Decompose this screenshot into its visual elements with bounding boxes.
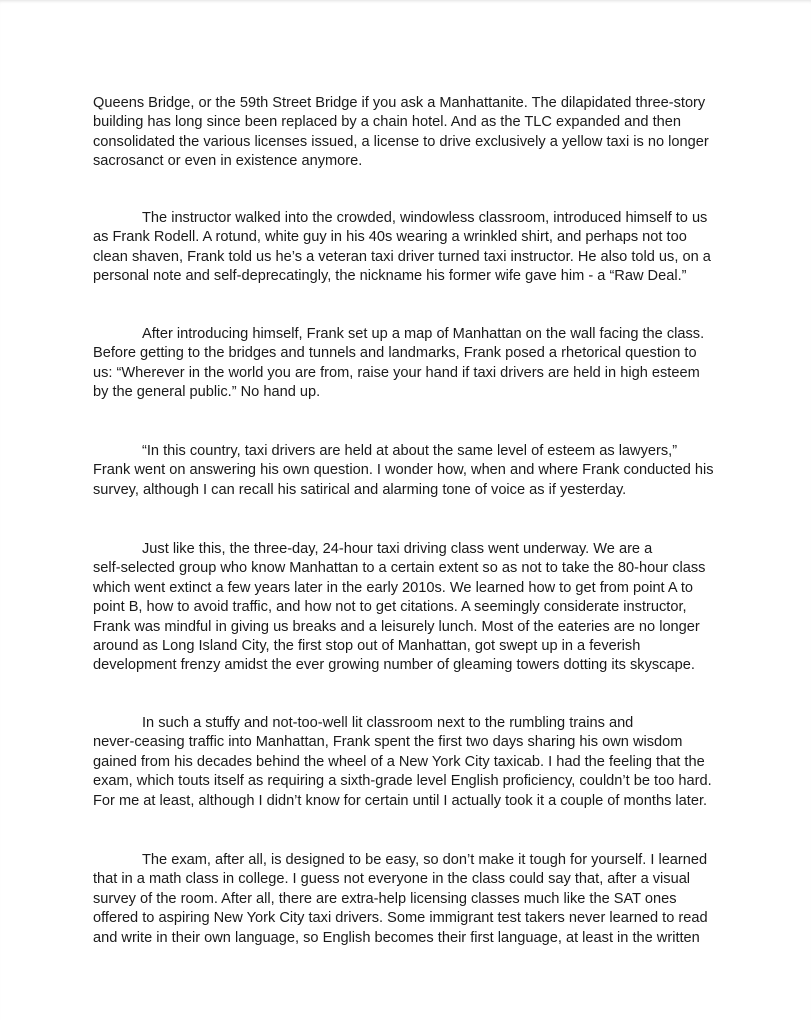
text-line: as Frank Rodell. A rotund, white guy in his 40s wearing a wrinkled shirt, and perhaps not too (93, 229, 687, 246)
text-line: Frank was mindful in giving us breaks and a leisurely lunch. Most of the eateries are no longer (93, 618, 700, 635)
text-line: development frenzy amidst the ever growing number of gleaming towers dotting its skyscape. (93, 657, 695, 674)
paragraph-map-question (93, 325, 793, 403)
text-line: Before getting to the bridges and tunnels and landmarks, Frank posed a rhetorical question to (93, 345, 697, 362)
text-line: For me at least, although I didn’t know for certain until I actually took it a couple of months later. (93, 792, 708, 809)
text-line: Queens Bridge, or the 59th Street Bridge if you ask a Manhattanite. The dilapidated three-story (93, 95, 706, 111)
text-line: offered to aspiring New York City taxi drivers. Some immigrant test takers never learned to read (93, 910, 708, 927)
text-line: gained from his decades behind the wheel of a New York City taxicab. I had the feeling that the (93, 753, 705, 770)
text-line: us: “Wherever in the world you are from, raise your hand if taxi drivers are held in high esteem (93, 364, 700, 381)
text-line: building has long since been replaced by a chain hotel. And as the TLC expanded and then (93, 114, 681, 131)
text-line: Frank went on answering his own question. I wonder how, when and where Frank conducted his (93, 462, 714, 479)
text-line: that in a math class in college. I guess not everyone in the class could say that, after a visual (93, 871, 691, 888)
text-line: exam, which touts itself as requiring a sixth-grade level English proficiency, couldn’t be too hard. (93, 773, 712, 790)
text-line: self-selected group who know Manhattan to a certain extent so as not to take the 80-hour class (93, 560, 706, 577)
text-line: After introducing himself, Frank set up a map of Manhattan on the wall facing the class. (142, 326, 705, 342)
text-line: consolidated the various licenses issued, a license to drive exclusively a yellow taxi is no longer (93, 133, 709, 150)
text-line: “In this country, taxi drivers are held at about the same level of esteem as lawyers,” (142, 443, 678, 459)
text-line: survey of the room. After all, there are extra-help licensing classes much like the SAT ones (93, 890, 677, 907)
text-line: and write in their own language, so English becomes their first language, at least in the written (93, 929, 700, 946)
paragraph-instructor-intro (93, 209, 793, 287)
text-line: clean shaven, Frank told us he’s a veteran taxi driver turned taxi instructor. He also told us, on a (93, 248, 711, 265)
text-line: sacrosanct or even in existence anymore. (93, 153, 363, 170)
paragraph-class-underway (93, 540, 793, 676)
text-line: never-ceasing traffic into Manhattan, Frank spent the first two days sharing his own wisdom (93, 734, 683, 751)
text-line: In such a stuffy and not-too-well lit classroom next to the rumbling trains and (142, 715, 634, 731)
paragraph-esteem-answer (93, 442, 793, 500)
text-line: The exam, after all, is designed to be easy, so don’t make it tough for yourself. I learned (142, 852, 708, 868)
text-line: which went extinct a few years later in the early 2010s. We learned how to get from point A to (93, 579, 694, 596)
paragraph-queens-bridge (93, 94, 793, 172)
text-line: Just like this, the three-day, 24-hour taxi driving class went underway. We are a (142, 541, 653, 557)
text-line: survey, although I can recall his satirical and alarming tone of voice as if yesterday. (93, 481, 627, 498)
text-line: around as Long Island City, the first stop out of Manhattan, got swept up in a feverish (93, 638, 641, 655)
text-line: point B, how to avoid traffic, and how not to get citations. A seemingly considerate instructor, (93, 599, 687, 616)
paragraph-exam-easy (93, 851, 793, 948)
text-line: by the general public.” No hand up. (93, 384, 321, 401)
text-line: personal note and self-deprecatingly, the nickname his former wife gave him - a “Raw Deal.” (93, 268, 687, 285)
paragraph-stuffy-classroom (93, 714, 793, 811)
text-line: The instructor walked into the crowded, windowless classroom, introduced himself to us (142, 210, 708, 226)
